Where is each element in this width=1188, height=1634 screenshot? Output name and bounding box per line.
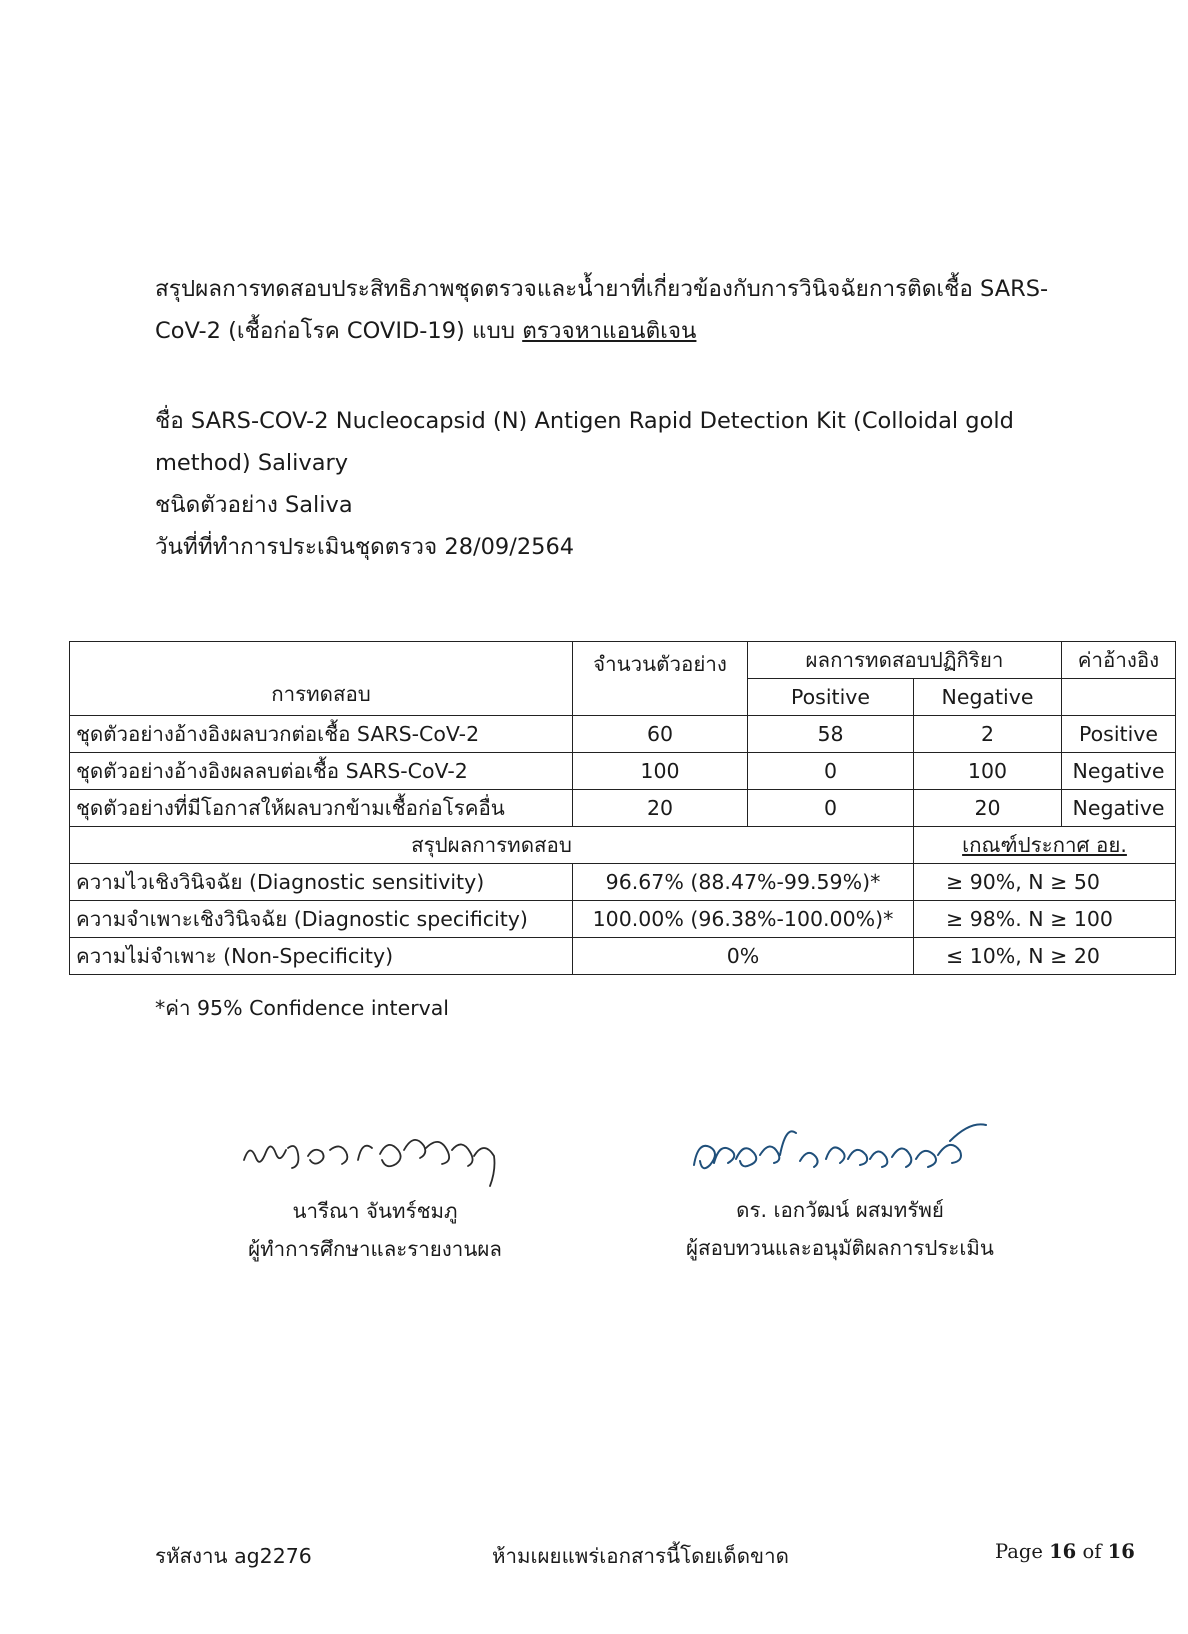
header-reaction-result: ผลการทดสอบปฏิกิริยา: [748, 642, 1062, 679]
summary-row: [70, 938, 1176, 975]
title-underlined-term: ตรวจหาแอนติเจน: [522, 318, 697, 344]
signer-right-role: ผู้สอบทวนและอนุมัติผลการประเมิน: [686, 1236, 994, 1260]
handwritten-signature-right: [680, 1115, 1000, 1191]
header-positive: Positive: [748, 679, 914, 716]
row-count: 100: [573, 753, 748, 790]
header-test: การทดสอบ: [70, 642, 573, 716]
kit-name-line-1: ชื่อ SARS-COV-2 Nucleocapsid (N) Antigen Rapid Detection Kit (Colloidal gold: [155, 408, 1014, 434]
summary-label: ความจำเพาะเชิงวินิจฉัย (Diagnostic specificity): [70, 901, 573, 938]
summary-criteria: ≤ 10%, N ≥ 20: [914, 938, 1176, 975]
signer-left-name: นารีณา จันทร์ชมภู: [292, 1199, 458, 1223]
kit-info: [155, 400, 1115, 568]
table-row: [70, 716, 1176, 753]
row-negative: 20: [914, 790, 1062, 827]
summary-value: 0%: [573, 938, 914, 975]
row-reference: Positive: [1062, 716, 1176, 753]
document-title: [155, 268, 1115, 352]
criteria-header: เกณฑ์ประกาศ อย.: [914, 827, 1176, 864]
title-line-2: [155, 310, 1115, 352]
footer-notice: ห้ามเผยแพร่เอกสารนี้โดยเด็ดขาด: [492, 1544, 789, 1568]
page-word: Page: [995, 1540, 1043, 1563]
signer-right-name: ดร. เอกวัฒน์ ผสมทรัพย์: [736, 1198, 944, 1222]
sample-type: ชนิดตัวอย่าง Saliva: [155, 492, 353, 518]
row-positive: 0: [748, 753, 914, 790]
row-count: 60: [573, 716, 748, 753]
page-current: 16: [1049, 1540, 1077, 1563]
row-label: ชุดตัวอย่างอ้างอิงผลบวกต่อเชื้อ SARS-CoV-2: [70, 716, 573, 753]
signature-block-right: [660, 1115, 1020, 1267]
summary-label: ความไม่จำเพาะ (Non-Specificity): [70, 938, 573, 975]
row-positive: 0: [748, 790, 914, 827]
footer-page-number: [995, 1540, 1135, 1563]
title-line-1: สรุปผลการทดสอบประสิทธิภาพชุดตรวจและน้ำยาที่เกี่ยวข้องกับการวินิจฉัยการติดเชื้อ SARS-: [155, 276, 1049, 302]
title-line-2-prefix: CoV-2 (เชื้อก่อโรค COVID-19) แบบ: [155, 318, 523, 344]
summary-criteria: ≥ 98%. N ≥ 100: [914, 901, 1176, 938]
row-positive: 58: [748, 716, 914, 753]
header-negative: Negative: [914, 679, 1062, 716]
signer-left-role: ผู้ทำการศึกษาและรายงานผล: [248, 1237, 502, 1261]
row-negative: 2: [914, 716, 1062, 753]
row-reference: Negative: [1062, 790, 1176, 827]
row-label: ชุดตัวอย่างอ้างอิงผลลบต่อเชื้อ SARS-CoV-2: [70, 753, 573, 790]
summary-label: ความไวเชิงวินิจฉัย (Diagnostic sensitivity): [70, 864, 573, 901]
row-negative: 100: [914, 753, 1062, 790]
summary-value: 96.67% (88.47%-99.59%)*: [573, 864, 914, 901]
page-total: 16: [1107, 1540, 1135, 1563]
summary-row: [70, 901, 1176, 938]
row-label: ชุดตัวอย่างที่มีโอกาสให้ผลบวกข้ามเชื้อก่อโรคอื่น: [70, 790, 573, 827]
handwritten-signature-left: [230, 1120, 520, 1192]
table-row: [70, 790, 1176, 827]
results-table: [69, 641, 1176, 975]
summary-criteria: ≥ 90%, N ≥ 50: [914, 864, 1176, 901]
summary-value: 100.00% (96.38%-100.00%)*: [573, 901, 914, 938]
header-reference-empty: [1062, 679, 1176, 716]
evaluation-date: วันที่ที่ทำการประเมินชุดตรวจ 28/09/2564: [155, 534, 575, 560]
table-row: [70, 753, 1176, 790]
page-of: of: [1082, 1540, 1102, 1563]
kit-name-line-2: method) Salivary: [155, 450, 349, 476]
summary-row: [70, 864, 1176, 901]
table-header-row-1: [70, 642, 1176, 679]
row-reference: Negative: [1062, 753, 1176, 790]
signature-block-left: [215, 1120, 535, 1268]
summary-header: สรุปผลการทดสอบ: [70, 827, 914, 864]
header-sample-count: จำนวนตัวอย่าง: [573, 642, 748, 716]
row-count: 20: [573, 790, 748, 827]
footer-job-code: รหัสงาน ag2276: [155, 1544, 312, 1568]
header-reference: ค่าอ้างอิง: [1062, 642, 1176, 679]
footnote: *ค่า 95% Confidence interval: [155, 996, 450, 1020]
summary-header-row: [70, 827, 1176, 864]
